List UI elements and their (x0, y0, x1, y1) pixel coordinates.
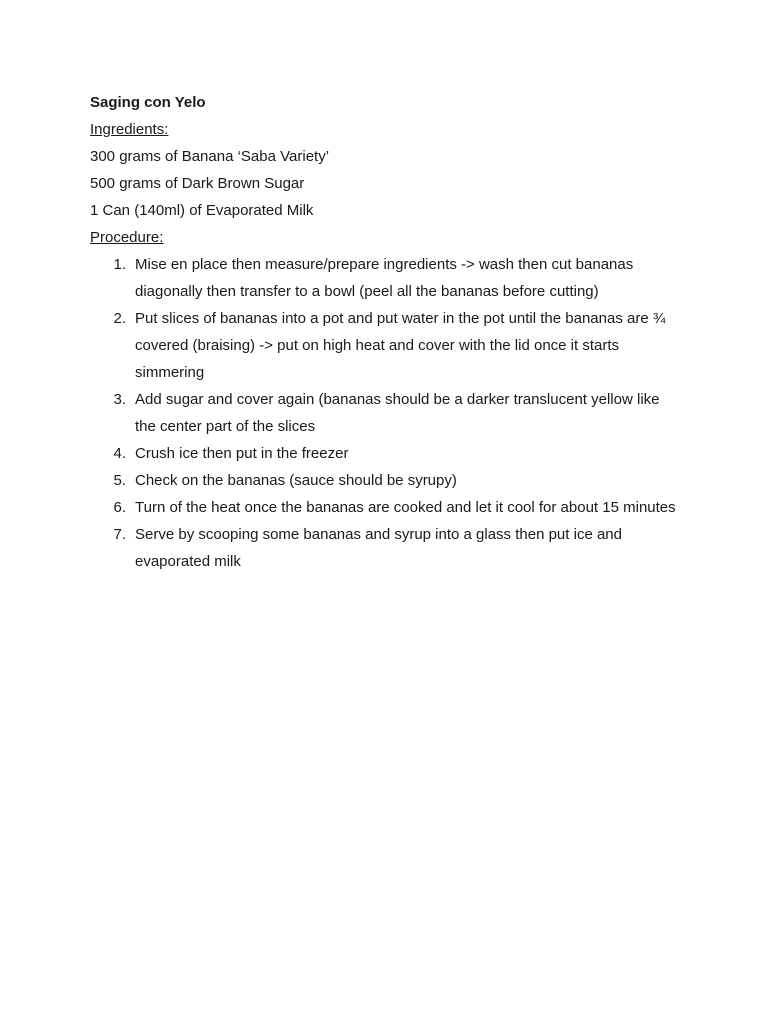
procedure-step (90, 440, 680, 467)
procedure-heading: Procedure: (90, 229, 164, 246)
step-number: 1. (113, 256, 126, 273)
procedure-step (90, 494, 680, 521)
step-number: 2. (113, 310, 126, 327)
step-number: 7. (113, 526, 126, 543)
ingredients-heading: Ingredients: (90, 121, 169, 138)
step-number: 6. (113, 499, 126, 516)
procedure-step (90, 521, 680, 575)
document-body (90, 89, 680, 575)
step-text: Put slices of bananas into a pot and put water in the pot until the bananas are ¾ covered (braising) -> put on high heat and cover with the lid once it starts simmering (135, 310, 666, 381)
step-text: Serve by scooping some bananas and syrup into a glass then put ice and evaporated milk (135, 526, 622, 570)
procedure-step (90, 305, 680, 386)
procedure-steps-list (90, 251, 680, 575)
recipe-title: Saging con Yelo (90, 94, 206, 111)
step-text: Check on the bananas (sauce should be syrupy) (135, 472, 457, 489)
ingredient-item: 500 grams of Dark Brown Sugar (90, 175, 305, 192)
procedure-step (90, 386, 680, 440)
step-number: 3. (113, 391, 126, 408)
step-text: Crush ice then put in the freezer (135, 445, 349, 462)
ingredient-item: 1 Can (140ml) of Evaporated Milk (90, 202, 314, 219)
step-number: 5. (113, 472, 126, 489)
step-number: 4. (113, 445, 126, 462)
step-text: Add sugar and cover again (bananas should be a darker translucent yellow like the center part of the slices (135, 391, 660, 435)
procedure-step (90, 251, 680, 305)
step-text: Mise en place then measure/prepare ingredients -> wash then cut bananas diagonally then transfer to a bowl (peel all the bananas before cutting) (135, 256, 634, 300)
step-text: Turn of the heat once the bananas are cooked and let it cool for about 15 minutes (135, 499, 676, 516)
procedure-step (90, 467, 680, 494)
ingredient-item: 300 grams of Banana ‘Saba Variety’ (90, 148, 330, 165)
